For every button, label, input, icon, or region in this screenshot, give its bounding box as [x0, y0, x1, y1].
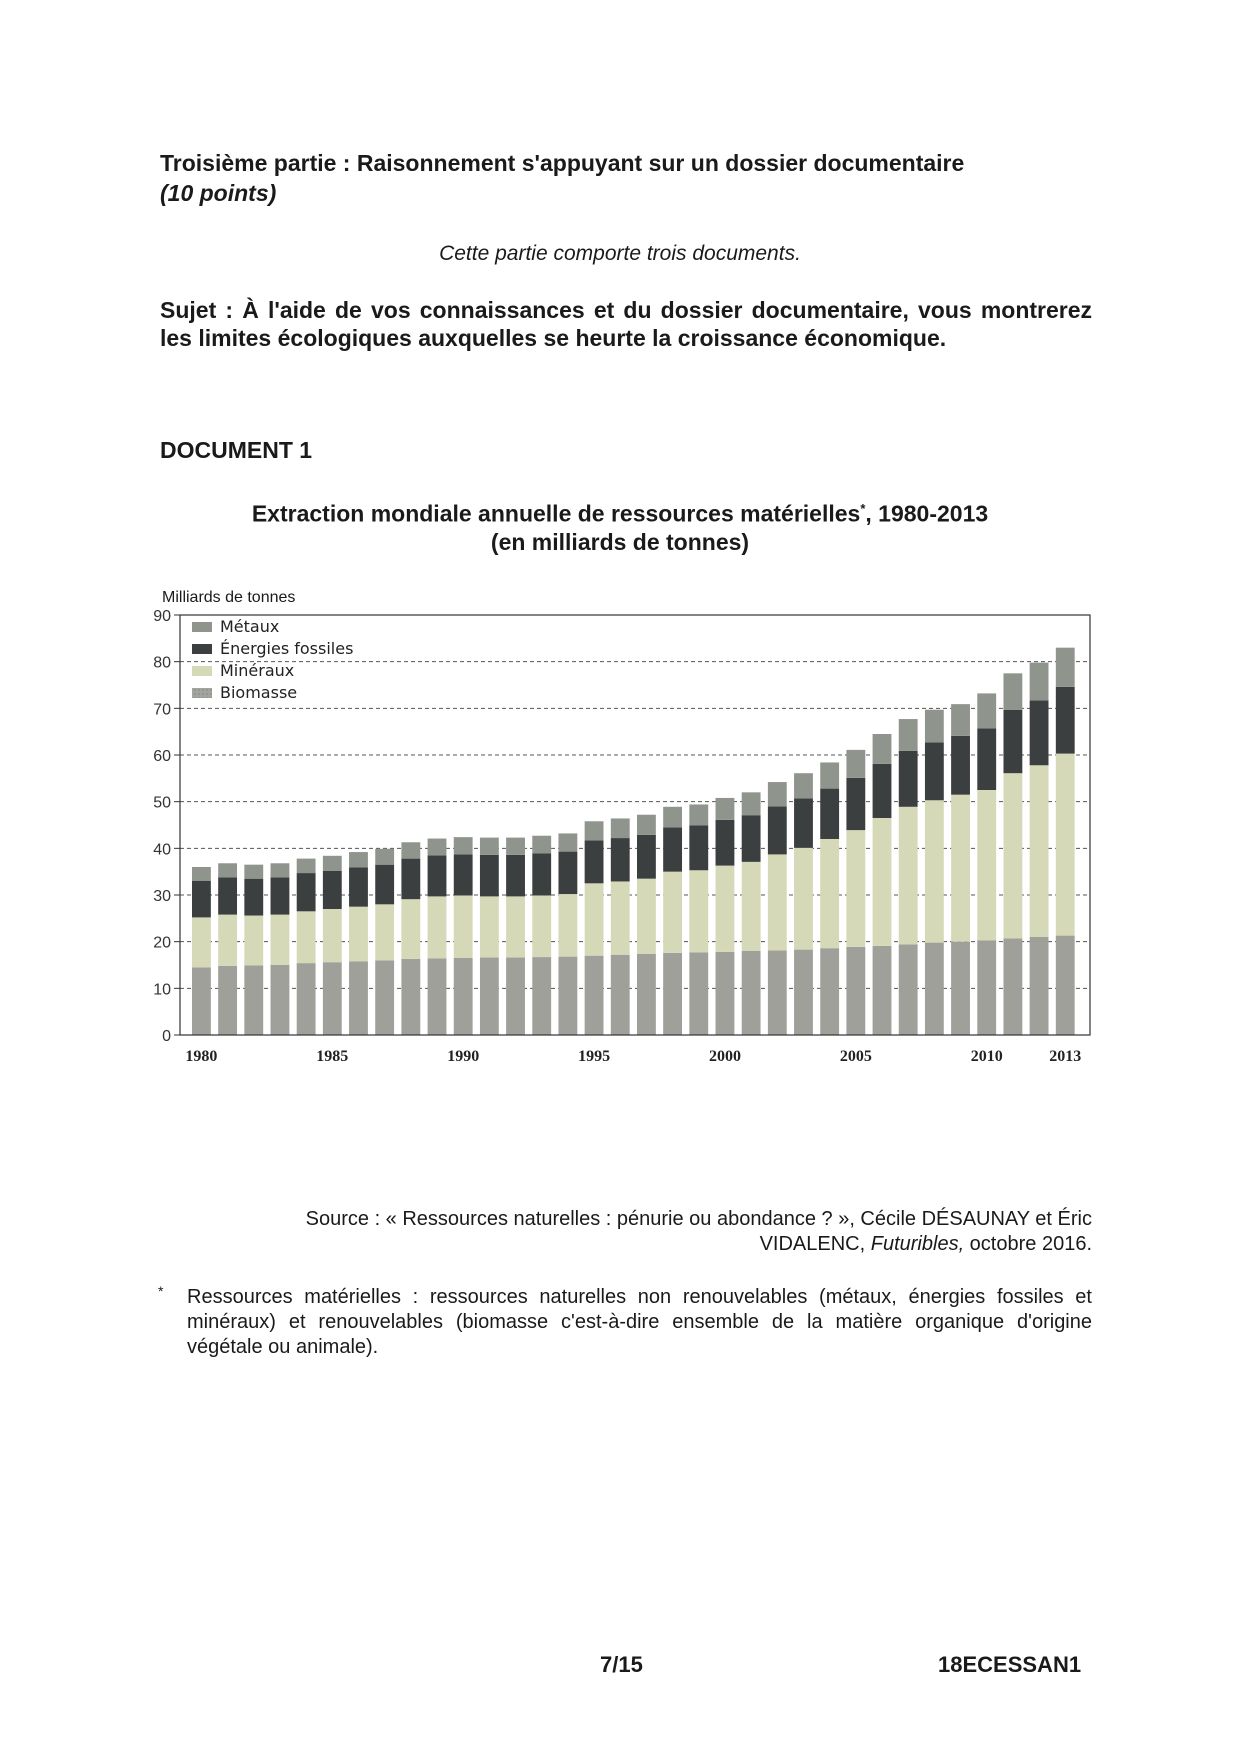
- bar-minéraux-1990: [454, 895, 473, 958]
- bar-biomasse-1990: [454, 958, 473, 1035]
- bar-minéraux-2003: [794, 848, 813, 950]
- chart-container: [150, 585, 1100, 1145]
- bar-énergies-fossiles-1998: [663, 827, 682, 871]
- bar-minéraux-2011: [1003, 773, 1022, 938]
- source: [180, 1207, 1092, 1257]
- legend-label-0: Métaux: [220, 617, 280, 636]
- bar-énergies-fossiles-2007: [899, 751, 918, 807]
- bar-biomasse-1980: [192, 967, 211, 1035]
- x-tick-label-2000: 2000: [708, 1048, 741, 1065]
- footnote-mark: *: [158, 1283, 164, 1299]
- bar-biomasse-1998: [663, 953, 682, 1035]
- y-axis-title: Milliards de tonnes: [162, 589, 296, 606]
- bar-biomasse-2002: [768, 951, 787, 1035]
- bar-énergies-fossiles-1982: [244, 879, 263, 916]
- bar-biomasse-1995: [585, 956, 604, 1035]
- bar-métaux-1997: [637, 815, 656, 835]
- bar-énergies-fossiles-2012: [1030, 700, 1049, 765]
- bar-biomasse-2001: [742, 951, 761, 1035]
- legend-swatch-2: [192, 666, 212, 676]
- part-intro: Cette partie comporte trois documents.: [439, 242, 801, 265]
- bar-biomasse-1992: [506, 958, 525, 1035]
- bar-biomasse-1985: [323, 962, 342, 1035]
- bar-métaux-1984: [297, 859, 316, 873]
- bar-minéraux-1996: [611, 881, 630, 954]
- bar-énergies-fossiles-1991: [480, 855, 499, 897]
- bar-énergies-fossiles-1987: [375, 865, 394, 905]
- bar-biomasse-1988: [401, 959, 420, 1035]
- bar-minéraux-2010: [977, 790, 996, 940]
- chart-title: [0, 495, 1240, 556]
- bar-biomasse-2008: [925, 943, 944, 1035]
- bar-énergies-fossiles-1990: [454, 854, 473, 895]
- y-tick-label-0: 0: [162, 1028, 171, 1045]
- bar-minéraux-1991: [480, 896, 499, 957]
- bar-minéraux-1999: [689, 870, 708, 952]
- x-tick-label-2013: 2013: [1049, 1048, 1082, 1065]
- bar-métaux-1983: [271, 863, 290, 877]
- y-tick-label-90: 90: [153, 608, 171, 625]
- bar-énergies-fossiles-1993: [532, 853, 551, 895]
- bar-biomasse-2004: [820, 948, 839, 1035]
- bar-énergies-fossiles-1981: [218, 877, 237, 914]
- bar-métaux-2005: [846, 750, 865, 778]
- bar-métaux-2007: [899, 719, 918, 751]
- bar-énergies-fossiles-2003: [794, 798, 813, 847]
- bar-minéraux-1992: [506, 896, 525, 957]
- bar-biomasse-1983: [271, 965, 290, 1035]
- bar-biomasse-1993: [532, 957, 551, 1035]
- bar-biomasse-1997: [637, 954, 656, 1035]
- bar-biomasse-1981: [218, 966, 237, 1035]
- bar-minéraux-1984: [297, 911, 316, 963]
- bar-énergies-fossiles-2000: [716, 820, 735, 866]
- legend: [192, 617, 353, 702]
- bar-énergies-fossiles-1980: [192, 881, 211, 917]
- x-axis-ticks: [185, 1048, 1081, 1065]
- bar-métaux-1988: [401, 842, 420, 858]
- bar-énergies-fossiles-2008: [925, 742, 944, 800]
- bar-métaux-2000: [716, 798, 735, 820]
- bar-métaux-1992: [506, 838, 525, 855]
- bar-minéraux-2012: [1030, 765, 1049, 937]
- bar-minéraux-1989: [428, 896, 447, 958]
- bar-minéraux-2002: [768, 854, 787, 950]
- x-tick-label-2005: 2005: [839, 1048, 872, 1065]
- source-line1: Source : « Ressources naturelles : pénurie ou abondance ? », Cécile DÉSAUNAY et Éric: [305, 1208, 1092, 1230]
- bar-énergies-fossiles-1989: [428, 855, 447, 896]
- bar-énergies-fossiles-2005: [846, 778, 865, 830]
- bar-énergies-fossiles-1999: [689, 825, 708, 870]
- bar-biomasse-2012: [1030, 937, 1049, 1035]
- legend-swatch-0: [192, 622, 212, 632]
- stacked-bar-chart: [150, 585, 1100, 1145]
- bar-minéraux-1994: [558, 894, 577, 957]
- subject: [160, 296, 1092, 352]
- bar-énergies-fossiles-2010: [977, 728, 996, 790]
- bar-énergies-fossiles-1994: [558, 852, 577, 894]
- bar-métaux-2011: [1003, 673, 1022, 709]
- source-line2: VIDALENC, Futuribles, octobre 2016.: [759, 1233, 1092, 1255]
- bar-minéraux-1997: [637, 879, 656, 954]
- footnote: Ressources matérielles : ressources naturelles non renouvelables (métaux, énergies fossiles et minéraux) et renouvelables (biomasse c'est-à-dire ensemble de la matière organique d'origine végétale ou animale).: [187, 1286, 1092, 1358]
- bar-énergies-fossiles-2001: [742, 815, 761, 862]
- source-journal: Futuribles,: [870, 1233, 965, 1255]
- document-label: DOCUMENT 1: [160, 437, 313, 463]
- legend-label-2: Minéraux: [220, 661, 295, 680]
- bar-énergies-fossiles-1988: [401, 859, 420, 900]
- legend-swatch-3: [192, 688, 212, 698]
- bar-biomasse-1991: [480, 958, 499, 1035]
- bar-énergies-fossiles-1985: [323, 871, 342, 909]
- bar-métaux-2009: [951, 704, 970, 736]
- bar-minéraux-1987: [375, 904, 394, 960]
- bar-énergies-fossiles-2011: [1003, 710, 1022, 773]
- bar-énergies-fossiles-2006: [873, 764, 892, 818]
- legend-label-3: Biomasse: [220, 683, 298, 702]
- bar-biomasse-1989: [428, 958, 447, 1035]
- x-tick-label-1985: 1985: [316, 1048, 349, 1065]
- bar-métaux-1993: [532, 836, 551, 854]
- bar-énergies-fossiles-2002: [768, 806, 787, 854]
- bar-métaux-2006: [873, 734, 892, 764]
- bar-biomasse-1994: [558, 957, 577, 1035]
- bar-biomasse-2005: [846, 947, 865, 1035]
- x-tick-label-1995: 1995: [578, 1048, 611, 1065]
- y-tick-label-40: 40: [153, 841, 171, 859]
- bar-minéraux-1983: [271, 915, 290, 965]
- bar-minéraux-2005: [846, 830, 865, 947]
- bars: [192, 648, 1075, 1035]
- part-points: (10 points): [160, 180, 277, 206]
- bar-biomasse-1982: [244, 965, 263, 1035]
- chart-title-star: *: [860, 501, 866, 516]
- bar-métaux-1991: [480, 838, 499, 855]
- bar-minéraux-1981: [218, 915, 237, 966]
- bar-énergies-fossiles-1995: [585, 840, 604, 883]
- part-title: Troisième partie : Raisonnement s'appuyant sur un dossier documentaire: [160, 150, 965, 176]
- y-axis-ticks: [153, 608, 180, 1045]
- x-tick-label-2010: 2010: [970, 1048, 1003, 1065]
- bar-biomasse-2009: [951, 942, 970, 1035]
- bar-métaux-1986: [349, 852, 368, 867]
- bar-minéraux-1995: [585, 883, 604, 955]
- bar-métaux-1985: [323, 856, 342, 871]
- bar-biomasse-1999: [689, 952, 708, 1035]
- bar-minéraux-1980: [192, 917, 211, 967]
- x-tick-label-1980: 1980: [185, 1048, 218, 1065]
- bar-métaux-1980: [192, 867, 211, 881]
- bar-minéraux-1988: [401, 899, 420, 959]
- bar-métaux-2002: [768, 782, 787, 806]
- bar-biomasse-2000: [716, 952, 735, 1035]
- bar-métaux-1989: [428, 839, 447, 856]
- bar-énergies-fossiles-1984: [297, 873, 316, 911]
- bar-minéraux-1982: [244, 916, 263, 966]
- bar-biomasse-1987: [375, 960, 394, 1035]
- legend-swatch-1: [192, 644, 212, 654]
- bar-énergies-fossiles-1983: [271, 877, 290, 914]
- bar-biomasse-2011: [1003, 938, 1022, 1035]
- legend-label-1: Énergies fossiles: [220, 639, 354, 658]
- bar-minéraux-1985: [323, 909, 342, 962]
- bar-métaux-1981: [218, 863, 237, 877]
- bar-biomasse-2010: [977, 940, 996, 1035]
- bar-minéraux-2000: [716, 866, 735, 952]
- bar-énergies-fossiles-2004: [820, 789, 839, 839]
- bar-métaux-1996: [611, 818, 630, 838]
- bar-énergies-fossiles-2013: [1056, 687, 1075, 754]
- document-reference: 18ECESSAN1: [938, 1652, 1082, 1677]
- bar-métaux-1994: [558, 833, 577, 851]
- bar-minéraux-2001: [742, 862, 761, 951]
- bar-minéraux-2013: [1056, 754, 1075, 936]
- bar-métaux-1995: [585, 821, 604, 840]
- bar-métaux-2001: [742, 792, 761, 815]
- bar-énergies-fossiles-1992: [506, 855, 525, 897]
- bar-énergies-fossiles-1986: [349, 867, 368, 906]
- bar-biomasse-2007: [899, 944, 918, 1035]
- bar-biomasse-1984: [297, 963, 316, 1035]
- bar-énergies-fossiles-1997: [637, 835, 656, 879]
- x-tick-label-1990: 1990: [447, 1048, 480, 1065]
- bar-biomasse-2013: [1056, 936, 1075, 1035]
- bar-métaux-2003: [794, 773, 813, 798]
- page-number: 7/15: [600, 1652, 643, 1677]
- bar-minéraux-2004: [820, 839, 839, 948]
- bar-minéraux-1986: [349, 907, 368, 962]
- y-tick-label-70: 70: [153, 701, 171, 719]
- bar-énergies-fossiles-1996: [611, 838, 630, 881]
- y-tick-label-60: 60: [153, 748, 171, 765]
- bar-métaux-1999: [689, 804, 708, 825]
- bar-métaux-1982: [244, 865, 263, 879]
- bar-métaux-2012: [1030, 663, 1049, 701]
- subject-text: À l'aide de vos connaissances et du dossier documentaire, vous montrerez les limites écologiques auxquelles se heurte la croissance économique.: [160, 297, 1093, 351]
- bar-minéraux-2009: [951, 795, 970, 942]
- bar-métaux-1998: [663, 807, 682, 828]
- bar-biomasse-1986: [349, 961, 368, 1035]
- bar-minéraux-2007: [899, 807, 918, 945]
- bar-métaux-1990: [454, 837, 473, 854]
- bar-biomasse-2003: [794, 950, 813, 1035]
- chart-title-line2: (en milliards de tonnes): [490, 528, 750, 555]
- bar-minéraux-1993: [532, 895, 551, 957]
- bar-métaux-2013: [1056, 648, 1075, 687]
- bar-biomasse-2006: [873, 946, 892, 1035]
- bar-minéraux-1998: [663, 872, 682, 953]
- bar-énergies-fossiles-2009: [951, 736, 970, 795]
- bar-métaux-2010: [977, 693, 996, 728]
- bar-métaux-2004: [820, 762, 839, 788]
- bar-minéraux-2006: [873, 818, 892, 946]
- bar-biomasse-1996: [611, 955, 630, 1035]
- bar-métaux-1987: [375, 849, 394, 865]
- y-tick-label-80: 80: [153, 654, 171, 672]
- y-tick-label-50: 50: [153, 794, 171, 812]
- bar-métaux-2008: [925, 710, 944, 743]
- subject-label: Sujet :: [160, 297, 234, 323]
- y-tick-label-10: 10: [153, 981, 171, 999]
- y-tick-label-30: 30: [153, 888, 171, 905]
- bar-minéraux-2008: [925, 800, 944, 942]
- chart-title-line1: Extraction mondiale annuelle de ressources matérielles*, 1980-2013: [251, 500, 989, 527]
- y-tick-label-20: 20: [153, 934, 171, 952]
